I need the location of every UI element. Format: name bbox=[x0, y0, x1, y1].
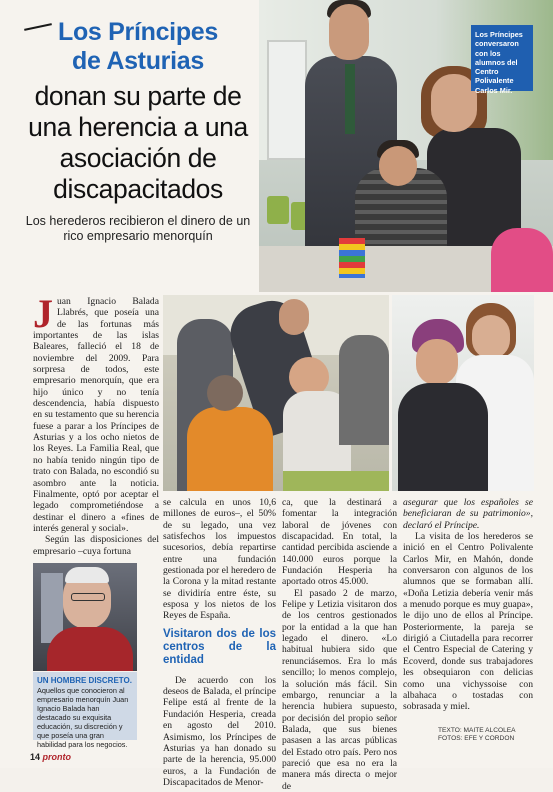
col1-paragraph-2: Según las disposiciones del empresario –cuya fortuna bbox=[33, 534, 159, 557]
credit-text: TEXTO: MAITE ALCOLEA bbox=[438, 727, 516, 734]
col3-paragraph-2: El pasado 2 de marzo, Felipe y Letizia visitaron dos de los centros gestionados por la entidad a la que han legado el dinero. «Lo habitual hubiera sido que renunciásemos. Era lo más sencillo; lo menos complejo, la solución más fácil. Sin embargo, renunciar a la herencia hubiera supuesto, por decisión del propio señor Balada, que sus bienes pasasen a las arcas públicas del Estado otro país. Pero nos pareció que esa no era la manera más directa o mejor de bbox=[282, 587, 397, 792]
section-title: Visitaron dos de los centros de la entidad bbox=[163, 627, 276, 666]
column-4 bbox=[403, 497, 533, 713]
col2-paragraph-1: se calcula en unos 10,6 millones de euros–, el 50% de su legado, una vez satisfechos los impuestos sucesorios, debía repartirse entre una fundación gestionada por el heredero de la Corona y la mitad restante se dividiría entre éste, su esposa y los nietos de los Reyes de España. bbox=[163, 497, 276, 622]
column-1 bbox=[33, 291, 160, 557]
subhead: Los herederos recibieron el dinero de un rico empresario menorquín bbox=[25, 214, 251, 243]
kicker bbox=[20, 18, 256, 76]
hero-caption: Los Príncipes conversaron con los alumnos del Centro Polivalente Carlos Mir. bbox=[471, 25, 533, 91]
credit-photos: FOTOS: EFE Y CORDON bbox=[438, 735, 515, 743]
sidebar-text: Aquellos que conocieron al empresario menorquín Juan Ignacio Balada han destacado su exquisita educación, su discreción y que poseía una gran habilidad para los negocios. bbox=[37, 686, 129, 749]
kicker-line-1: Los Príncipes bbox=[57, 18, 219, 46]
abacus-toy bbox=[339, 238, 365, 278]
col3-paragraph-1: ca, que la destinará a fomentar la integración laboral de jóvenes con discapacidad. En total, la cantidad percibida asciende a 140.000 euros porque la Fundación Hesperia ha aportado otros 45.000. bbox=[282, 497, 397, 588]
sidebar-box bbox=[33, 672, 137, 749]
headline-block bbox=[20, 18, 256, 244]
page-footer bbox=[30, 752, 71, 762]
col4-paragraph-1: asegurar que los españoles se beneficiaran de su patrimonio», declaró el Príncipe. bbox=[403, 497, 533, 531]
col1-paragraph-1: uan Ignacio Balada Llabrés, que poseía una de las fortunas más importantes de las islas Baleares, falleció el 18 de noviembre del 2009. Para sorpresa de todos, este empresario menorquín, que era hijo único y no tenía descendencia, había dispuesto en su testamento que su herencia fuese a parar a los Príncipes de Asturias y a los ocho nietos de los Reyes. La Familia Real, que no había tenido ningún tipo de trato con Balada, no escondió su asombro ante la noticia. Finalmente, optó por aceptar el legado comprometiéndose a destinar el dinero a «fines de interés general y social». bbox=[33, 296, 160, 534]
column-2 bbox=[163, 497, 276, 788]
portrait-photo bbox=[33, 563, 137, 671]
sidebar-title: UN HOMBRE DISCRETO. bbox=[37, 676, 132, 685]
col4-paragraph-2: La visita de los herederos se inició en el Centro Polivalente Carlos Mir, en Mahón, donde conversaron con algunos de los alumnos que se formaban allí. «Doña Letizia debería venir más a menudo porque es muy guapa», le dijo uno de ellos al Príncipe. Posteriormente, la pareja se dirigió a Ciutadella para recorrer el Centro Especial de Catering y Ecoverd, donde sus trabajadores les obsequiaron con delicias como una vichyssoise con albahaca o tostadas con sobrasada y miel. bbox=[403, 531, 533, 713]
photo-letizia-student bbox=[392, 295, 534, 491]
column-3 bbox=[282, 497, 397, 792]
col2-paragraph-2: De acuerdo con los deseos de Balada, el príncipe Felipe está al frente de la Fundación Hesperia, creada en agosto del 2010. Asimismo, los Príncipes de Asturias ya han donado su parte de la herencia, 95.000 euros, a la Fundación de Discapacitados de Menor- bbox=[163, 674, 276, 788]
headline: donan su parte de una herencia a una asociación de discapacitados bbox=[28, 81, 248, 204]
credits bbox=[438, 727, 516, 743]
dropcap: J bbox=[33, 291, 53, 336]
kicker-line-2: de Asturias bbox=[72, 47, 204, 75]
photo-visit-elderly bbox=[163, 295, 389, 491]
page-number: 14 bbox=[30, 752, 41, 762]
magazine-brand: pronto bbox=[42, 752, 72, 762]
